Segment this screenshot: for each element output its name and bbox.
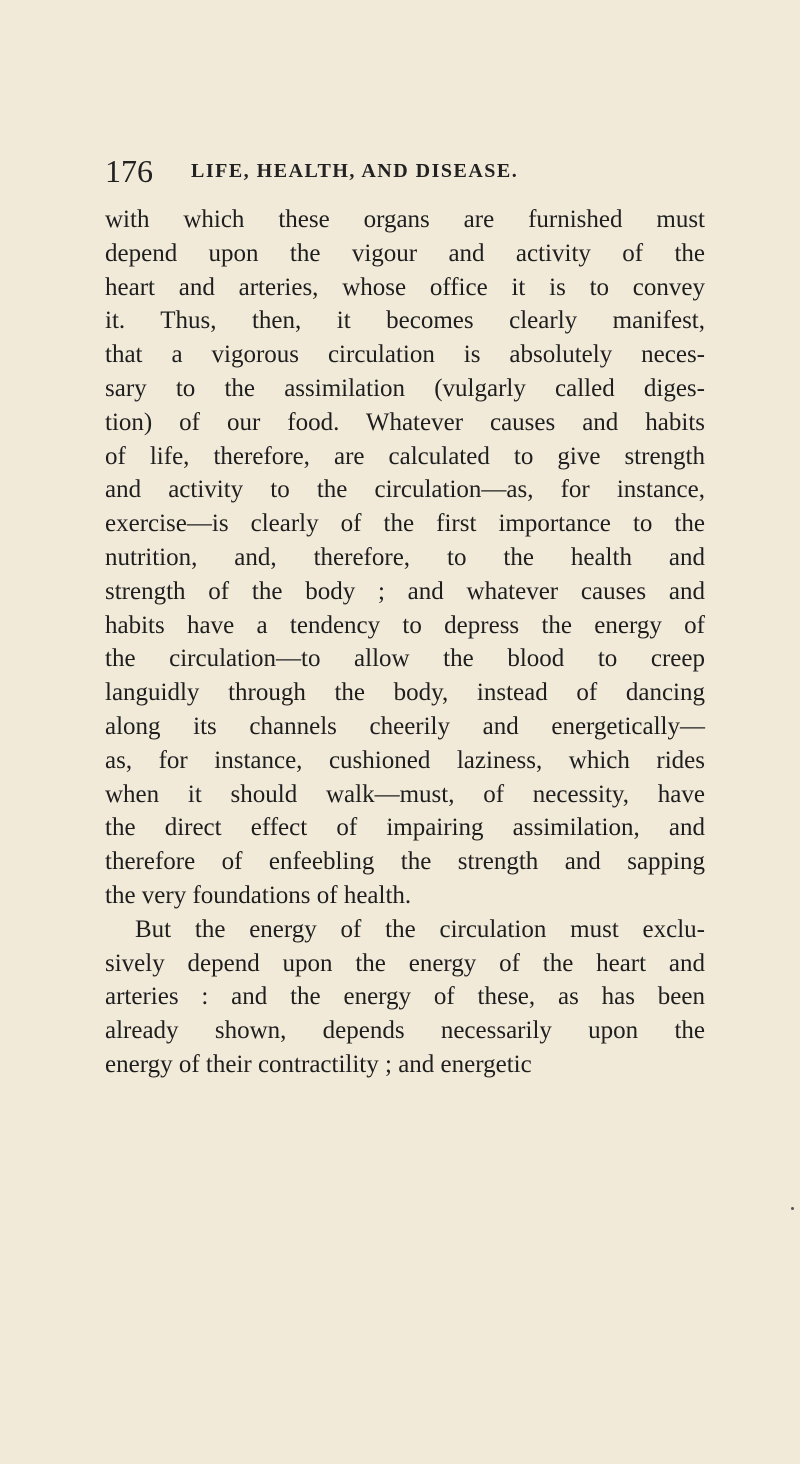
text-line: energy of their contractility ; and energetic [105, 1050, 532, 1078]
text-line: and activity to the circulation—as, for instance, [105, 476, 705, 504]
text-line: depend upon the vigour and activity of the [105, 239, 705, 267]
text-line: tion) of our food. Whatever causes and habits [105, 408, 705, 436]
paragraph [105, 203, 705, 913]
text-line: it. Thus, then, it becomes clearly manifest, [105, 307, 705, 335]
body-text [105, 203, 705, 1082]
print-speck [791, 1207, 794, 1210]
text-line: heart and arteries, whose office it is to convey [105, 273, 705, 301]
text-line: sively depend upon the energy of the heart and [105, 949, 705, 977]
text-line: the direct effect of impairing assimilation, and [105, 814, 705, 842]
text-line: that a vigorous circulation is absolutely neces- [105, 341, 705, 369]
text-line: nutrition, and, therefore, to the health and [105, 543, 705, 571]
paragraph [105, 913, 705, 1082]
text-line: already shown, depends necessarily upon the [105, 1017, 705, 1045]
text-line: along its channels cheerily and energetically— [105, 712, 705, 740]
text-line: therefore of enfeebling the strength and sapping [105, 848, 705, 876]
page-number: 176 [105, 153, 153, 189]
text-line: languidly through the body, instead of dancing [105, 679, 705, 707]
page-header [105, 150, 705, 192]
running-head: LIFE, HEALTH, AND DISEASE. [191, 160, 519, 182]
text-line: with which these organs are furnished must [105, 206, 705, 233]
text-line: arteries : and the energy of these, as has been [105, 983, 705, 1011]
text-line: habits have a tendency to depress the energy of [105, 611, 705, 639]
text-line: the very foundations of health. [105, 881, 412, 909]
text-line: But the energy of the circulation must exclu- [135, 915, 705, 943]
text-line: the circulation—to allow the blood to creep [105, 645, 705, 673]
text-line: of life, therefore, are calculated to give strength [105, 442, 705, 470]
text-line: sary to the assimilation (vulgarly called diges- [105, 374, 705, 402]
text-line: exercise—is clearly of the first importance to the [105, 510, 705, 538]
text-line: as, for instance, cushioned laziness, which rides [105, 746, 705, 774]
text-line: strength of the body ; and whatever causes and [105, 577, 705, 605]
text-line: when it should walk—must, of necessity, have [105, 780, 705, 808]
